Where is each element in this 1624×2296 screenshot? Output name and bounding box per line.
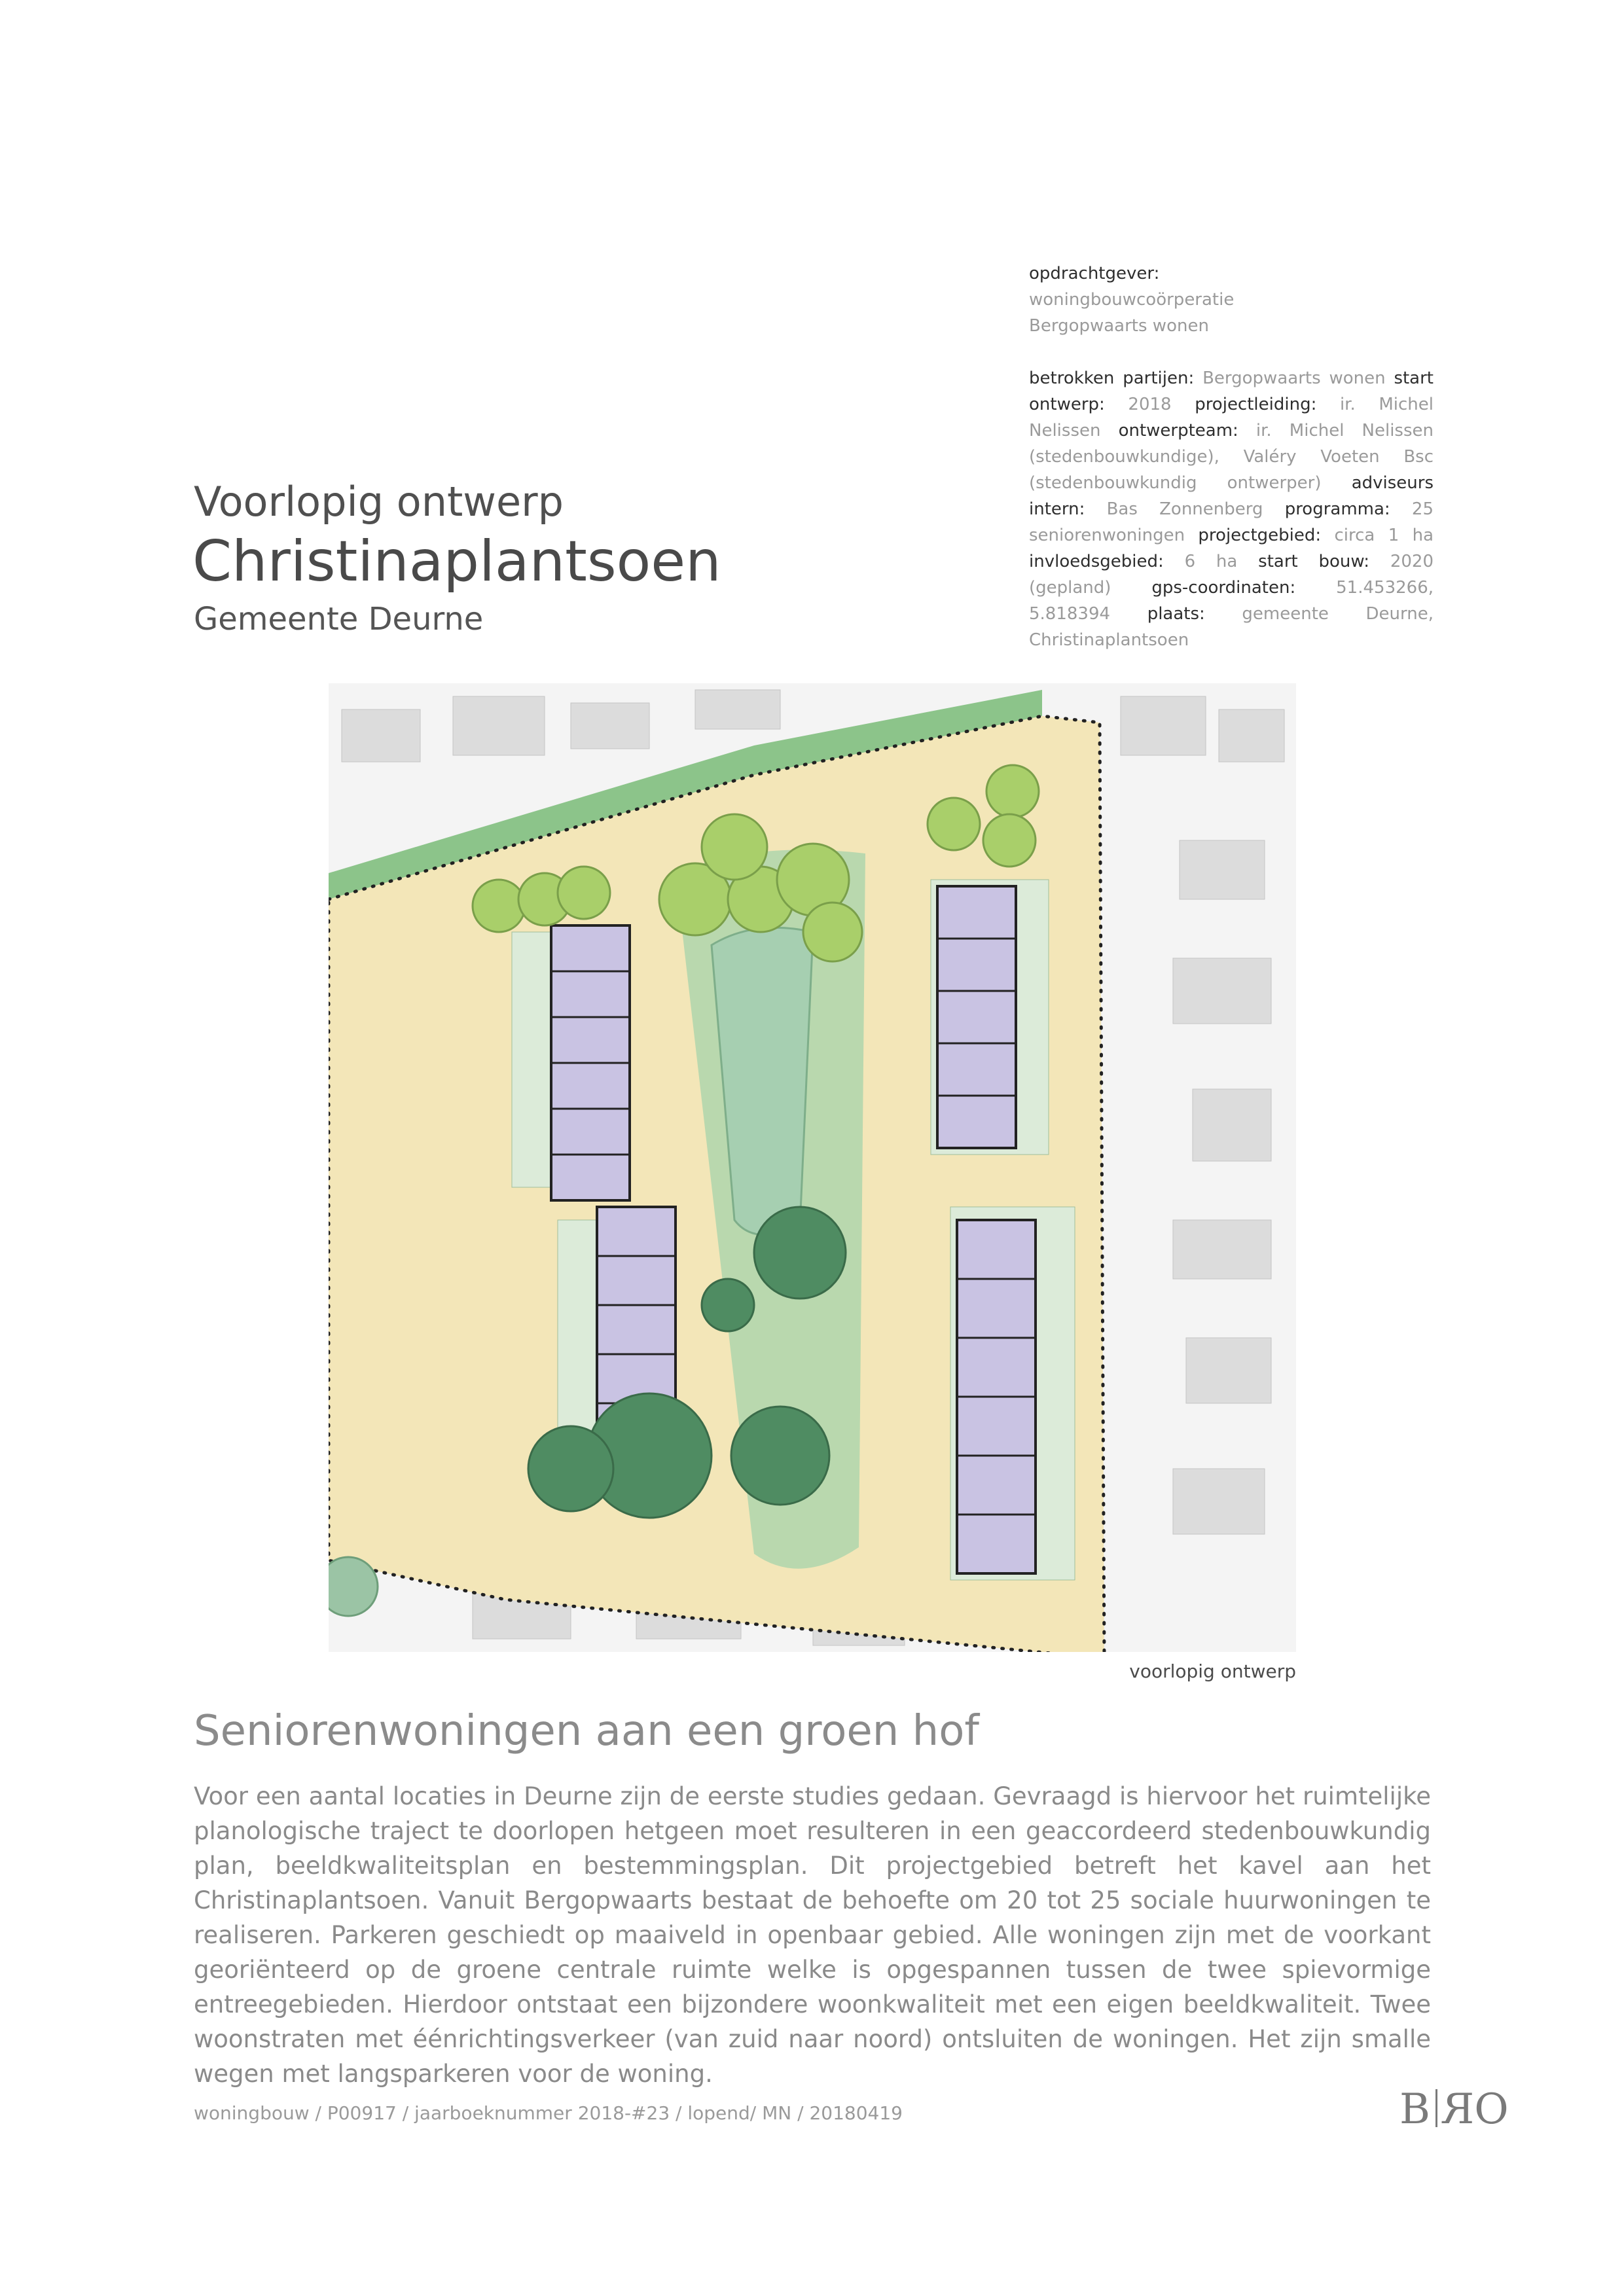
neighbour-building [571, 703, 649, 749]
site-plan-figure [329, 683, 1296, 1652]
start-design-value: 2018 [1128, 395, 1172, 414]
tree [528, 1426, 613, 1511]
footer-reference: woningbouw / P00917 / jaarboeknummer 2018-#23 / lopend/ MN / 20180419 [194, 2102, 903, 2124]
gps-label: gps-coordinaten: [1151, 578, 1296, 598]
site-plan-drawing [329, 683, 1296, 1652]
tree [473, 880, 525, 932]
neighbour-building [1173, 1469, 1265, 1534]
logo-letter-b: B [1399, 2085, 1434, 2134]
influence-value: 6 ha [1184, 552, 1238, 571]
neighbour-building [695, 690, 780, 729]
tree [702, 1279, 754, 1331]
place-label: plaats: [1147, 604, 1205, 624]
program-label: programma: [1284, 499, 1390, 519]
logo-divider [1435, 2089, 1437, 2127]
client-block [1029, 260, 1434, 339]
neighbour-building [1173, 958, 1271, 1024]
project-metadata [1029, 260, 1434, 653]
page-title: Christinaplantsoen [192, 529, 721, 594]
logo-letter-r: R [1440, 2085, 1475, 2134]
advisors-label: adviseurs intern: [1029, 473, 1434, 519]
influence-label: invloedsgebied: [1029, 552, 1164, 571]
housing-block-left-north [512, 925, 630, 1200]
client-value-line1: woningbouwcoörperatie [1029, 290, 1235, 310]
area-value: circa 1 ha [1334, 526, 1434, 545]
parties-value: Bergopwaarts wonen [1202, 368, 1386, 388]
page-subtitle: Gemeente Deurne [194, 601, 484, 637]
program-value: 25 seniorenwoningen [1029, 499, 1434, 545]
area-label: projectgebied: [1198, 526, 1322, 545]
client-label: opdrachtgever: [1029, 264, 1160, 283]
section-title: Seniorenwoningen aan een groen hof [194, 1707, 979, 1755]
housing-block-right-south [950, 1207, 1075, 1580]
bro-logo [1399, 2085, 1511, 2134]
neighbour-building [1193, 1089, 1271, 1161]
parties-label: betrokken partijen: [1029, 368, 1195, 388]
tree [986, 765, 1039, 817]
team-label: ontwerpteam: [1118, 421, 1238, 440]
housing-block-right-north [931, 880, 1049, 1155]
neighbour-building [1219, 709, 1284, 762]
section-body: Voor een aantal locaties in Deurne zijn de eerste studies gedaan. Gevraagd is hiervoor het ruimtelijke planologische traject te doorlopen hetgeen moet resulteren in een geaccordeerd stedenbouwkundig plan, beeldkwaliteitsplan en bestemmingsplan. Dit projectgebied betreft het kavel aan het Christinaplantsoen. Vanuit Bergopwaarts bestaat de behoefte om 20 tot 25 sociale huurwoningen te realiseren. Parkeren geschiedt op maaiveld in openbaar gebied. Alle woningen zijn met de voorkant georiënteerd op de groene centrale ruimte welke is opgespannen tussen de twee spievormige entreegebieden. Hierdoor ontstaat een bijzondere woonkwaliteit met een eigen beeldkwaliteit. Twee woonstraten met éénrichtingsverkeer (van zuid naar noord) ontsluiten de woningen. Het zijn smalle wegen met langsparkeren voor de woning. [194, 1782, 1431, 2088]
neighbour-building [342, 709, 420, 762]
neighbour-building [1186, 1338, 1271, 1403]
project-details [1029, 365, 1434, 653]
place-value: gemeente Deurne, Christinaplantsoen [1029, 604, 1434, 650]
tree [731, 1407, 829, 1505]
tree [702, 814, 767, 880]
page-kicker: Voorlopig ontwerp [194, 478, 564, 526]
neighbour-building [1173, 1220, 1271, 1279]
neighbour-building [1121, 696, 1206, 755]
advisors-value: Bas Zonnenberg [1106, 499, 1263, 519]
lead-label: projectleiding: [1195, 395, 1317, 414]
tree [803, 903, 862, 961]
team-value: ir. Michel Nelissen (stedenbouwkundige), Valéry Voeten Bsc (stedenbouwkundig ontwerper) [1029, 421, 1434, 493]
figure-caption: voorlopig ontwerp [1129, 1660, 1296, 1682]
logo-letter-o: O [1474, 2085, 1511, 2134]
lead-value: ir. Michel Nelissen [1029, 395, 1434, 440]
tree [928, 798, 980, 850]
build-label: start bouw: [1258, 552, 1370, 571]
build-value: 2020 (gepland) [1029, 552, 1434, 598]
start-design-label: start ontwerp: [1029, 368, 1434, 414]
tree [983, 814, 1036, 867]
client-value-line2: Bergopwaarts wonen [1029, 316, 1209, 336]
neighbour-building [453, 696, 545, 755]
tree [754, 1207, 846, 1299]
gps-value: 51.453266, 5.818394 [1029, 578, 1434, 624]
neighbour-building [1180, 840, 1265, 899]
dwelling-row [937, 886, 1016, 1148]
tree [329, 1557, 378, 1616]
tree [558, 867, 610, 919]
